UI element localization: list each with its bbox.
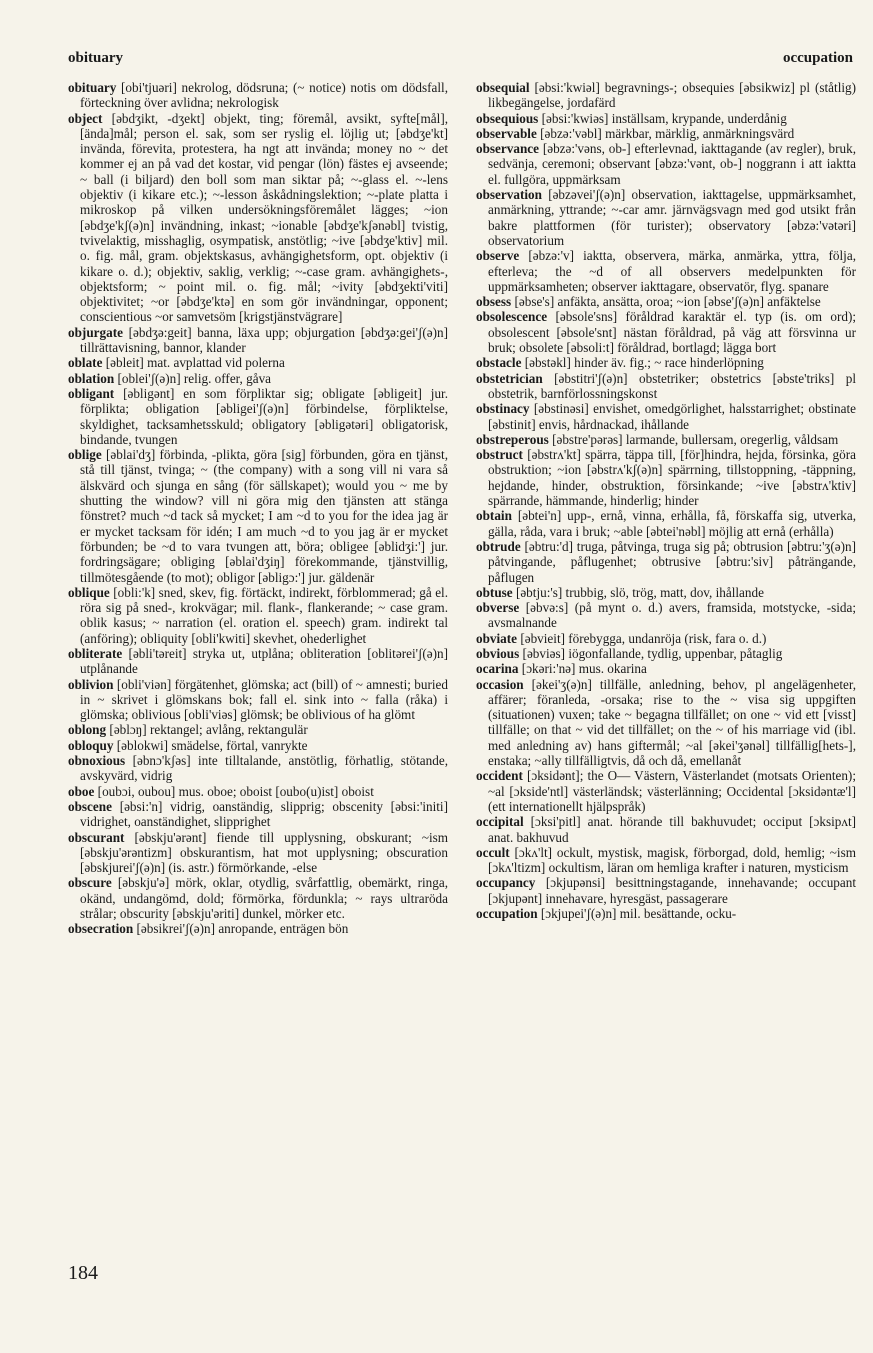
page-number: 184 (68, 1262, 98, 1284)
entry-headword: occident (476, 768, 523, 784)
dictionary-entry (68, 753, 448, 784)
entry-headword: occult (476, 844, 510, 860)
entry-definition: [əkei'ʒ(ə)n] tillfälle, anledning, behov, pl angelägenheter, affärer; föranleda, -orsaka; rise to the ~ visa sig uppgiften (situationen) vuxen; take ~ begagna tillfället; on one ~ vid ett [visst] tillfälle; on that ~ vid det tillfället; on the ~ of his marriage vid (ibl. med anledning av) hans giftermål; ~al [əkei'ʒənəl] tillfällig[hets-], enstaka; ~ally tillfälligtvis, då och då, emellanåt (488, 676, 856, 769)
dictionary-entry (476, 631, 856, 646)
entry-definition: [əbzə:'v] iaktta, observera, märka, anmärka, yttra, följa, efterleva; the ~d of all observers medelpunkten för uppmärksamheten; observer iakttagare, observatör, flyg. spanare (488, 248, 856, 294)
entry-headword: obloquy (68, 737, 114, 753)
entry-definition: [oubɔi, oubou] mus. oboe; oboist [oubo(u)ist] oboist (97, 783, 374, 799)
entry-definition: [əbskju'ərənt] fiende till upplysning, obskurant; ~ism [əbskju'ərəntizm] obskurantism, hat mot upplysning; obscuration [əbskjurei'ʃ(ə)n] (is. astr.) förmörkande, -else (80, 829, 448, 876)
entry-headword: obverse (476, 600, 520, 616)
entry-definition: [əbtju:'s] trubbig, slö, trög, matt, dov, ihållande (515, 584, 764, 600)
entry-definition: [əbligənt] en som förpliktar sig; obligate [əbligeit] jur. förplikta; obligation [əbligei'ʃ(ə)n] förbindelse, förpliktelse, skyldighet, tacksamhetsskuld; obligatory [əbligətəri] obligatorisk, bindande, tvungen (80, 385, 448, 447)
entry-headword: obsess (476, 294, 512, 310)
entry-definition: [oblei'ʃ(ə)n] relig. offer, gåva (117, 370, 272, 386)
dictionary-entry (476, 646, 856, 661)
entry-definition: [ɔkʌ'lt] ockult, mystisk, magisk, förborgad, dold, hemlig; ~ism [ɔkʌ'ltizm] ockultism, läran om hemliga krafter i naturen, mysticism (488, 844, 856, 876)
dictionary-entry (476, 875, 856, 906)
right-column (476, 80, 856, 1258)
entry-definition: [əbdʒə:geit] banna, läxa upp; objurgation [əbdʒə:gei'ʃ(ə)n] tillrättavisning, bannor, klander (80, 324, 448, 356)
entry-definition: [əbzəvei'ʃ(ə)n] observation, iakttagelse, uppmärksamhet, anmärkning, yttrande; ~-car amr. järnvägsvagn med god utsikt från bakre plattformen (för turister); observatory [əbzə:'vətəri] observatorium (488, 187, 856, 248)
dictionary-entry (68, 646, 448, 677)
dictionary-entry (68, 784, 448, 799)
entry-headword: obsequious (476, 110, 539, 126)
dictionary-entry (68, 371, 448, 386)
entry-definition: [ɔkjupei'ʃ(ə)n] mil. besättande, ocku- (540, 906, 737, 922)
entry-headword: oblique (68, 584, 110, 600)
dictionary-entry (476, 906, 856, 921)
entry-headword: obviate (476, 630, 518, 646)
entry-headword: oblate (68, 355, 103, 371)
entry-headword: oblivion (68, 676, 114, 692)
entry-headword: obvious (476, 645, 520, 661)
dictionary-entry (68, 875, 448, 921)
dictionary-entry (68, 722, 448, 737)
entry-headword: ocarina (476, 661, 519, 677)
entry-definition: [əblokwi] smädelse, förtal, vanrykte (116, 737, 308, 753)
entry-headword: obtrude (476, 538, 521, 554)
dictionary-entry (68, 80, 448, 111)
entry-definition: [ɔkəri:'nə] mus. okarina (521, 661, 647, 677)
entry-definition: [əbnɔ'kʃəs] inte tilltalande, anstötlig, förhatlig, stötande, avskyvärd, vidrig (80, 753, 448, 784)
entry-definition: [əbsikrei'ʃ(ə)n] anropande, enträgen bön (136, 921, 349, 937)
entry-headword: obstacle (476, 355, 522, 371)
entry-definition: [əbtei'n] upp-, ernå, vinna, erhålla, få, förskaffa sig, utverka, gälla, råda, vara i bruk; ~able [əbtei'nəbl] möjlig att ernå (erhålla) (488, 508, 856, 539)
entry-definition: [əbsole'sns] föråldrad karaktär el. typ (is. om ord); obsolescent [əbsole'snt] nästan föråldrad, på väg att försvinna ur bruk; obsolete [əbsoli:t] föråldrad, bortlagd; lägga bort (488, 309, 856, 356)
dictionary-entry (476, 309, 856, 355)
entry-definition: [obli'viən] förgätenhet, glömska; act (bill) of ~ amnesti; buried in ~ skrivet i glömskans bok; fall el. sink into ~ falla (råka) i glömska; oblivious [obli'viəs] glömsk; be oblivious of ha glömt (80, 676, 448, 723)
entry-definition: [obi'tjuəri] nekrolog, dödsruna; (~ notice) notis om dödsfall, förteckning över avlidna; nekrologisk (80, 80, 448, 111)
dictionary-entry (476, 355, 856, 370)
entry-definition: [əblai'dʒ] förbinda, -plikta, göra [sig] förbunden, göra en tjänst, stå till tjänst, tvinga; ~ (the company) with a song vill ni vara så älskvärd och sjunga en sång (för sällskapet); would you ~ me by shutting the window? vill ni göra mig den tjänsten att stänga fönstret? much ~d tack så mycket; I am ~d to you for the idea jag är er mycket tacksam för idén; I am much ~d to you jag är er mycket förbunden; be ~d to vara tvungen att, böra; obligee [əblidʒi:'] jur. fordringsägare; obliging [əblai'dʒiŋ] förekommande, tjänstvillig, tillmötesgående (to mot); obligor [əbligɔ:'] jur. gäldenär (80, 447, 448, 585)
dictionary-entry (476, 126, 856, 141)
dictionary-entry (476, 141, 856, 187)
entry-headword: obstruct (476, 447, 523, 463)
entry-headword: occipital (476, 814, 524, 830)
header-first-word: obituary (68, 50, 124, 66)
entry-headword: obnoxious (68, 753, 126, 769)
entry-definition: [əbdʒikt, -dʒekt] objekt, ting; föremål, avsikt, syfte[mål], [ända]mål; person el. sak, som ser ryslig el. löjlig ut; [əbdʒe'kt] invända, förevita, protestera, ha ngt att invända; money no ~ det kommer ej an på vad det kostar, vid pengar (lön) fästes ej avseende; ~ ball (i biljard) den boll som man siktar på; ~-glass el. ~-lens objektiv (i kikare etc.); ~-lesson åskådningslektion; ~-plate platta i mikroskop på vilken undersökningsföremålet lägges; ~ion [əbdʒe'kʃ(ə)n] invändning, inkast; ~ionable [əbdʒe'kʃənəbl] tvistig, tvivelaktig, misshaglig, osympatisk, anstötlig; ~ive [əbdʒe'ktiv] mil. o. fig. mål, gram. objektskasus, avhängighetsform, opt. objektiv (i kikare o. d.); objektiv, saklig, verklig; ~-case gram. avhängighets-, objektsform; ~ point mil. o. fig. mål; ~ivity [əbdʒekti'viti] objektivitet; ~or [əbdʒe'ktə] en som gör invändningar, opponent; conscientious ~or samvetsöm [krigstjänstvägrare] (80, 110, 448, 325)
dictionary-entry (68, 677, 448, 723)
entry-headword: occasion (476, 676, 524, 692)
entry-headword: obscure (68, 875, 112, 891)
dictionary-entry (68, 738, 448, 753)
dictionary-entry (476, 508, 856, 539)
dictionary-entry (68, 830, 448, 876)
dictionary-entry (68, 386, 448, 447)
entry-definition: [əbstre'pərəs] larmande, bullersam, oregerlig, våldsam (552, 431, 839, 447)
dictionary-entry (476, 814, 856, 845)
dictionary-entry (476, 768, 856, 814)
header-last-word: occupation (782, 50, 853, 66)
entry-definition: [əbstrʌ'kt] spärra, täppa till, [för]hindra, hejda, försinka, göra obstruktion; ~ion [əbstrʌ'kʃ(ə)n] spärrning, tillstoppning, -täppning, hejdande, hinder, obstruktion, försinkande; ~ive [əbstrʌ'ktiv] spärrande, hämmande, hinderlig; hinder (488, 447, 856, 509)
dictionary-entry (68, 447, 448, 585)
entry-definition: [əbli'təreit] stryka ut, utplåna; obliteration [oblitərei'ʃ(ə)n] utplånande (80, 645, 448, 677)
entry-headword: obstetrician (476, 370, 543, 386)
dictionary-entry (476, 661, 856, 676)
entry-headword: oboe (68, 783, 95, 799)
entry-headword: occupation (476, 906, 538, 922)
entry-headword: observable (476, 125, 537, 141)
entry-headword: objurgate (68, 324, 123, 340)
dictionary-entry (476, 845, 856, 876)
entry-definition: [əbsi:'kwiəs] inställsam, krypande, underdånig (541, 110, 787, 126)
dictionary-entry (68, 921, 448, 936)
running-header (68, 50, 853, 72)
entry-headword: occupancy (476, 875, 536, 891)
dictionary-entry (476, 248, 856, 294)
entry-headword: obsequial (476, 80, 530, 95)
entry-headword: oblige (68, 447, 102, 463)
entry-headword: obituary (68, 80, 117, 95)
entry-definition: [əbleit] mat. avplattad vid polerna (105, 355, 285, 371)
entry-definition: [ɔkjupənsi] besittningstagande, innehavande; occupant [ɔkjupənt] innehavare, hyresgäst, passagerare (488, 875, 856, 906)
dictionary-entry (68, 585, 448, 646)
entry-definition: [əbsi:'kwiəl] begravnings-; obsequies [əbsikwiz] pl (ståtlig) likbegängelse, jordafärd (488, 80, 856, 111)
entry-headword: obscene (68, 798, 112, 814)
entry-definition: [əbsi:'n] vidrig, oanständig, slipprig; obscenity [əbsi:'initi] vidrighet, oanständighet, slipprighet (80, 798, 448, 830)
dictionary-entry (476, 600, 856, 631)
dictionary-entry (68, 325, 448, 356)
entry-headword: observance (476, 141, 539, 157)
entry-headword: obscurant (68, 829, 125, 845)
entry-headword: observe (476, 248, 520, 264)
entry-definition: [əbstitri'ʃ(ə)n] obstetriker; obstetrics [əbste'triks] pl obstetrik, barnförlossningskonst (488, 370, 856, 401)
dictionary-entry (476, 371, 856, 402)
entry-headword: obstinacy (476, 401, 530, 417)
entry-definition: [əbvə:s] (på mynt o. d.) avers, framsida, motstycke, -sida; avsmalnande (488, 600, 856, 631)
entry-headword: obsecration (68, 921, 134, 937)
dictionary-entry (476, 432, 856, 447)
entry-definition: [əbstəkl] hinder äv. fig.; ~ race hinderlöpning (524, 355, 764, 371)
dictionary-entry (476, 677, 856, 769)
dictionary-entry (476, 111, 856, 126)
dictionary-entry (476, 585, 856, 600)
entry-definition: [əbskju'ə] mörk, oklar, otydlig, svårfattlig, obemärkt, ringa, okänd, undangömd, dold; förmörka, fördunkla; ~ rays ultraröda strålar; obscurity [əbskju'əriti] dunkel, mörker etc. (80, 875, 448, 922)
left-column (68, 80, 448, 1258)
dictionary-entry (476, 401, 856, 432)
dictionary-entry (476, 187, 856, 248)
entry-headword: observation (476, 187, 542, 203)
entry-headword: obstreperous (476, 431, 549, 447)
entry-definition: [əbstinəsi] envishet, omedgörlighet, halsstarrighet; obstinate [əbstinit] envis, hårdnackad, ihållande (488, 401, 856, 432)
entry-definition: [əblɔŋ] rektangel; avlång, rektangulär (109, 722, 308, 738)
entry-headword: oblong (68, 722, 107, 738)
entry-definition: [obli:'k] sned, skev, fig. förtäckt, indirekt, förblommerad; gå el. röra sig på sned-, krokvägar; mil. flank-, flankerande; ~ case gram. oblik kasus; ~ narration (el. oration el. speech) gram. indirekt tal (anföring); obliquity [obli'kwiti] skevhet, ohederlighet (80, 584, 448, 646)
entry-definition: [əbtru:'d] truga, påtvinga, truga sig på; obtrusion [əbtru:'ʒ(ə)n] påtvingande, påflugenhet; obtrusive [əbtru:'siv] påträngande, påflugen (488, 538, 856, 585)
dictionary-entry (476, 294, 856, 309)
entry-definition: [əbzə:'vəbl] märkbar, märklig, anmärkningsvärd (540, 125, 795, 141)
dictionary-entry (476, 447, 856, 508)
entry-definition: [əbse's] anfäkta, ansätta, oroa; ~ion [əbse'ʃ(ə)n] anfäktelse (514, 294, 821, 310)
entry-definition: [ɔksi'pitl] anat. hörande till bakhuvudet; occiput [ɔksipʌt] anat. bakhuvud (488, 814, 856, 845)
dictionary-entry (68, 355, 448, 370)
entry-headword: object (68, 110, 103, 126)
entry-headword: obliterate (68, 645, 123, 661)
entry-definition: [ɔksidənt]; the O— Västern, Västerlandet (motsats Orienten); ~al [ɔkside'ntl] västerländsk; västerlänning; Occidental [ɔksidəntæ'l] (ett internationellt hjälpspråk) (488, 768, 856, 814)
entry-definition: [əbvieit] förebygga, undanröja (risk, fara o. d.) (520, 630, 767, 646)
dictionary-entry (68, 799, 448, 830)
entry-headword: obtain (476, 508, 512, 524)
dictionary-entry (476, 539, 856, 585)
entry-headword: obligant (68, 385, 115, 401)
entry-definition: [əbzə:'vəns, ob-] efterlevnad, iakttagande (av regler), bruk, sedvänja, ceremoni; observant [əbzə:'vənt, ob-] noggrann i att iaktta el. fullgöra, uppmärksam (488, 141, 856, 187)
entry-headword: obtuse (476, 584, 513, 600)
entry-headword: oblation (68, 370, 115, 386)
dictionary-entry (68, 111, 448, 325)
dictionary-entry (476, 80, 856, 111)
entry-headword: obsolescence (476, 309, 548, 325)
entry-definition: [əbviəs] iögonfallande, tydlig, uppenbar, påtaglig (522, 645, 783, 661)
